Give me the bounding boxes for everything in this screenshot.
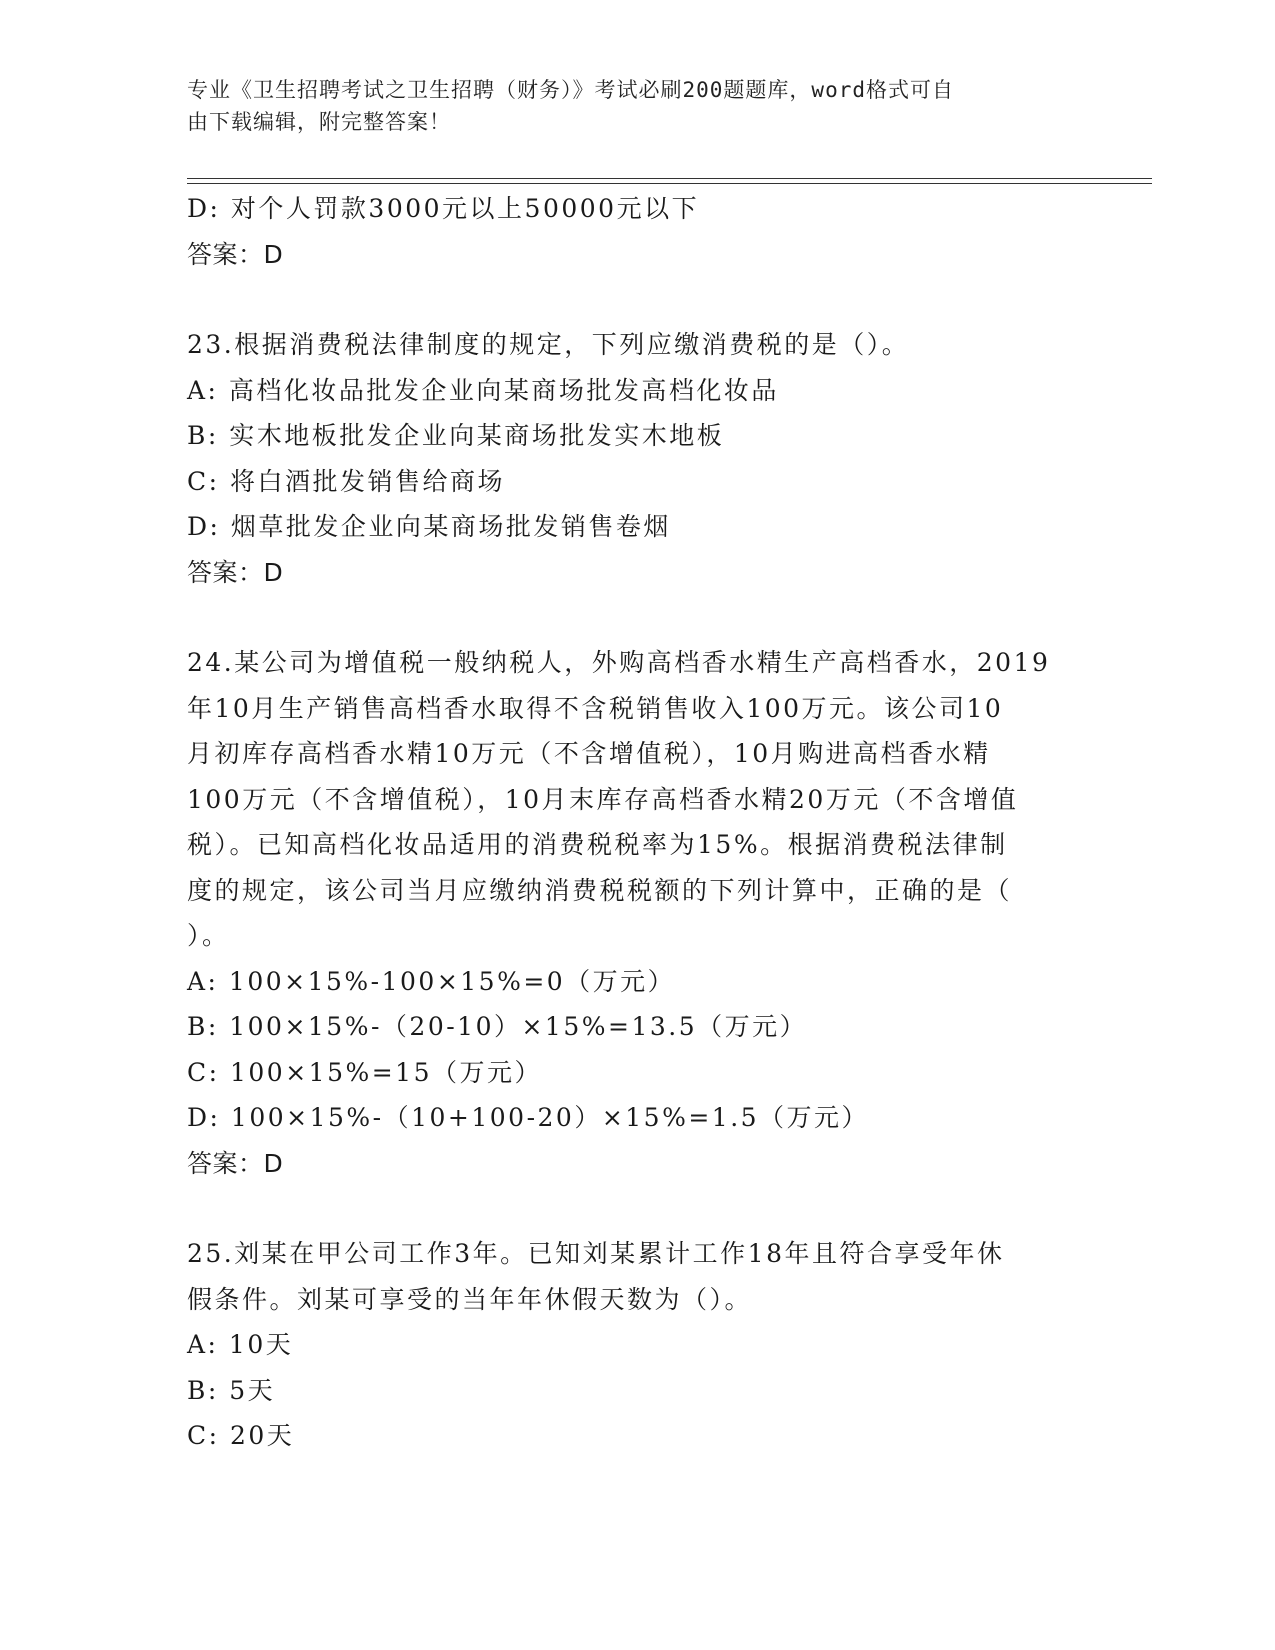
question-text-line: 25.刘某在甲公司工作3年。已知刘某累计工作18年且符合享受年休 bbox=[187, 1239, 1005, 1268]
header-line-1: 专业《卫生招聘考试之卫生招聘（财务）》考试必刷200题题库，word格式可自 bbox=[187, 78, 954, 102]
question-list bbox=[187, 186, 1087, 1504]
answer-option: B: 100×15%-（20-10）×15%=13.5（万元） bbox=[187, 1012, 808, 1041]
answer-option: A: 高档化妆品批发企业向某商场批发高档化妆品 bbox=[187, 375, 779, 405]
header-divider bbox=[187, 178, 1152, 179]
question-text-line: ）。 bbox=[187, 921, 230, 950]
answer-option: C: 100×15%=15（万元） bbox=[187, 1057, 542, 1087]
header-line-2: 由下载编辑，附完整答案！ bbox=[187, 110, 451, 134]
answer-option: D: 对个人罚款3000元以上50000元以下 bbox=[187, 194, 700, 223]
question-text-line: 月初库存高档香水精10万元（不含增值税），10月购进高档香水精 bbox=[187, 739, 991, 768]
answer-key: 答案：D bbox=[187, 239, 284, 269]
question-text-line: 假条件。刘某可享受的当年年休假天数为（）。 bbox=[187, 1284, 753, 1314]
question-text-line: 度的规定，该公司当月应缴纳消费税税额的下列计算中，正确的是（ bbox=[187, 875, 1013, 905]
answer-option: C: 20天 bbox=[187, 1421, 295, 1450]
question-block bbox=[187, 1231, 1087, 1459]
answer-option: D: 100×15%-（10+100-20）×15%=1.5（万元） bbox=[187, 1103, 870, 1132]
question-text-line: 年10月生产销售高档香水取得不含税销售收入100万元。该公司10 bbox=[187, 693, 1004, 723]
answer-option: B: 5天 bbox=[187, 1375, 276, 1405]
question-text-line: 税）。已知高档化妆品适用的消费税税率为15%。根据消费税法律制 bbox=[187, 830, 1008, 859]
question-text-line: 100万元（不含增值税），10月末库存高档香水精20万元（不含增值 bbox=[187, 784, 1019, 814]
answer-key: 答案：D bbox=[187, 557, 284, 587]
answer-option: A: 10天 bbox=[187, 1330, 294, 1359]
question-text-line: 24.某公司为增值税一般纳税人，外购高档香水精生产高档香水，2019 bbox=[187, 648, 1051, 677]
header-divider-secondary bbox=[187, 183, 1152, 184]
answer-option: D: 烟草批发企业向某商场批发销售卷烟 bbox=[187, 512, 671, 541]
document-header bbox=[187, 74, 1067, 138]
question-block bbox=[187, 186, 1087, 277]
answer-key: 答案：D bbox=[187, 1148, 284, 1178]
answer-option: B: 实木地板批发企业向某商场批发实木地板 bbox=[187, 421, 725, 450]
answer-option: A: 100×15%-100×15%=0（万元） bbox=[187, 966, 676, 996]
question-block bbox=[187, 640, 1087, 1186]
answer-option: C: 将白酒批发销售给商场 bbox=[187, 466, 505, 496]
question-block bbox=[187, 322, 1087, 595]
question-text-line: 23.根据消费税法律制度的规定，下列应缴消费税的是（）。 bbox=[187, 330, 910, 359]
